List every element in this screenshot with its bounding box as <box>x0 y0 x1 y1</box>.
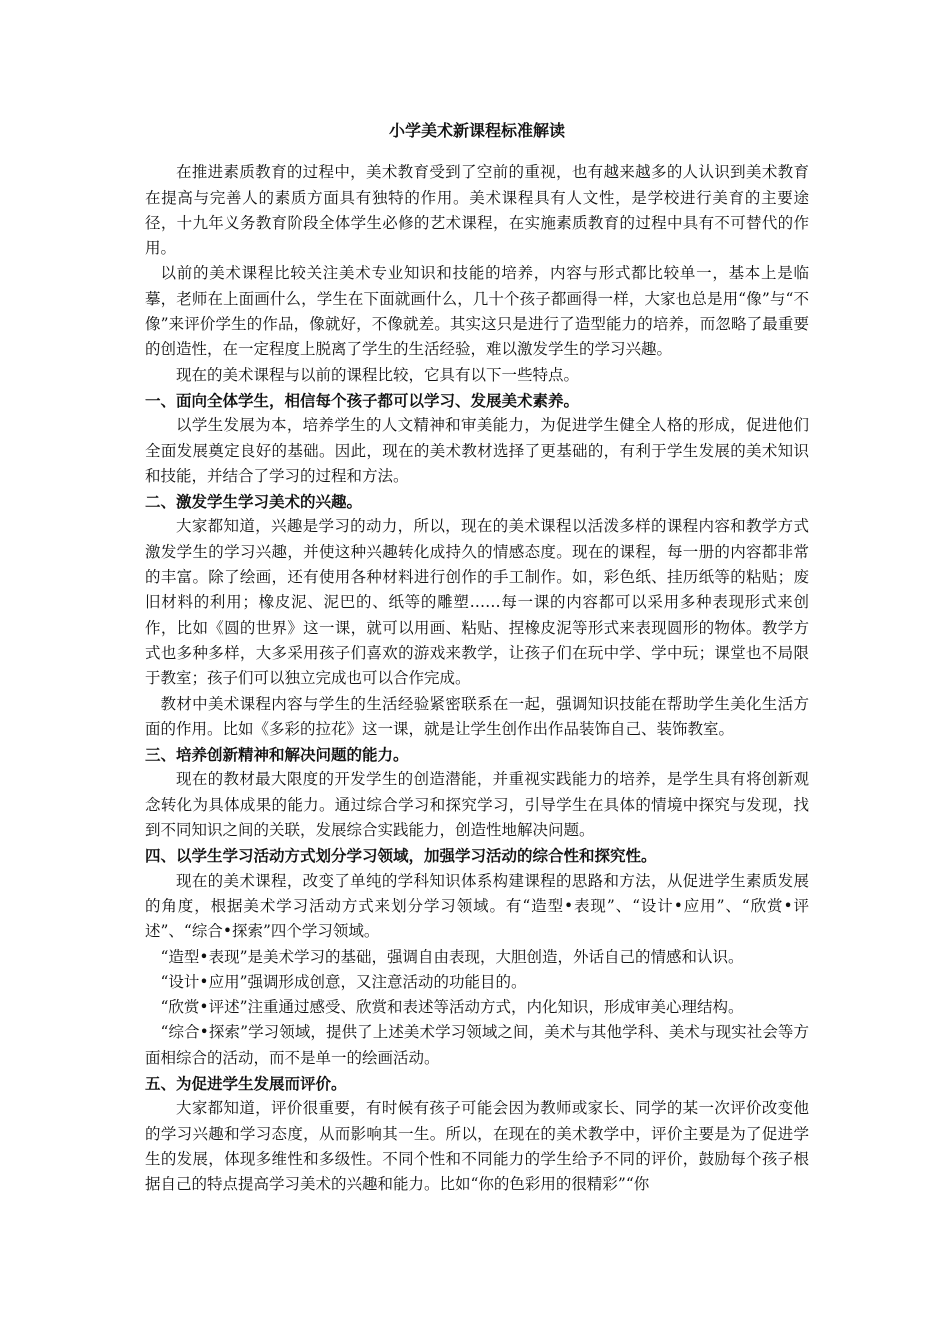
paragraph: “设计•应用”强调形成创意，又注意活动的功能目的。 <box>160 972 527 991</box>
section-heading-4: 四、以学生学习活动方式划分学习领域，加强学习活动的综合性和探究性。 <box>145 846 657 866</box>
section-heading-5: 五、为促进学生发展而评价。 <box>145 1073 347 1093</box>
paragraph-previous-curriculum: 以前的美术课程比较关注美术专业知识和技能的培养，内容与形式都比较单一，基本上是临摹，老师在上面画什么，学生在下面就画什么，几十个孩子都画得一样，大家也总是用“像”与“不像”来评价学生的作品，像就好，不像就差。其实这只是进行了造型能力的培养，而忽略了最重要的创造性，在一定程度上脱离了学生的生活经验，难以激发学生的学习兴趣。 <box>145 264 809 359</box>
section-heading-3: 三、培养创新精神和解决问题的能力。 <box>145 745 409 765</box>
section-heading-2: 二、激发学生学习美术的兴趣。 <box>145 492 363 512</box>
paragraph: 现在的教材最大限度的开发学生的创造潜能，并重视实践能力的培养，是学生具有将创新观念转化为具体成果的能力。通过综合学习和探究学习，引导学生在具体的情境中探究与发现，找到不同知识之间的关联，发展综合实践能力，创造性地解决问题。 <box>145 770 809 840</box>
paragraph: 现在的美术课程，改变了单纯的学科知识体系构建课程的思路和方法，从促进学生素质发展的角度，根据美术学习活动方式来划分学习领域。有“造型•表现”、“设计•应用”、“欣赏•评述”、“综合•探索”四个学习领域。 <box>145 871 809 941</box>
document-title: 小学美术新课程标准解读 <box>388 121 565 140</box>
paragraph: 教材中美术课程内容与学生的生活经验紧密联系在一起，强调知识技能在帮助学生美化生活方面的作用。比如《多彩的拉花》这一课，就是让学生创作出作品装饰自己、装饰教室。 <box>145 694 809 738</box>
paragraph: 大家都知道，评价很重要，有时候有孩子可能会因为教师或家长、同学的某一次评价改变他的学习兴趣和学习态度，从而影响其一生。所以，在现在的美术教学中，评价主要是为了促进学生的发展，体现多维性和多级性。不同个性和不同能力的学生给予不同的评价，鼓励每个孩子根据自己的特点提高学习美术的兴趣和能力。比如“你的色彩用的很精彩”“你 <box>145 1099 809 1194</box>
paragraph: 大家都知道，兴趣是学习的动力，所以，现在的美术课程以活泼多样的课程内容和教学方式激发学生的学习兴趣，并使这种兴趣转化成持久的情感态度。现在的课程，每一册的内容都非常的丰富。除了绘画，还有使用各种材料进行创作的手工制作。如，彩色纸、挂历纸等的粘贴；废旧材料的利用；橡皮泥、泥巴的、纸等的雕塑……每一课的内容都可以采用多种表现形式来创作，比如《圆的世界》这一课，就可以用画、粘贴、捏橡皮泥等形式来表现圆形的物体。教学方式也多种多样，大多采用孩子们喜欢的游戏来教学，让孩子们在玩中学、学中玩；课堂也不局限于教室；孩子们可以独立完成也可以合作完成。 <box>145 517 809 688</box>
paragraph: 以学生发展为本，培养学生的人文精神和审美能力，为促进学生健全人格的形成，促进他们全面发展奠定良好的基础。因此，现在的美术教材选择了更基础的，有利于学生发展的美术知识和技能，并结合了学习的过程和方法。 <box>145 416 809 485</box>
paragraph: “造型•表现”是美术学习的基础，强调自由表现，大胆创造，外话自己的情感和认识。 <box>160 947 744 966</box>
paragraph: “综合•探索”学习领域，提供了上述美术学习领域之间，美术与其他学科、美术与现实社会等方面相综合的活动，而不是单一的绘画活动。 <box>145 1023 809 1067</box>
document-page <box>145 118 809 1197</box>
section-heading-1: 一、面向全体学生，相信每个孩子都可以学习、发展美术素养。 <box>145 390 580 410</box>
paragraph-features-lead: 现在的美术课程与以前的课程比较，它具有以下一些特点。 <box>176 365 580 384</box>
paragraph-intro: 在推进素质教育的过程中，美术教育受到了空前的重视，也有越来越多的人认识到美术教育在提高与完善人的素质方面具有独特的作用。美术课程具有人文性，是学校进行美育的主要途径，十九年义务教育阶段全体学生必修的艺术课程，在实施素质教育的过程中具有不可替代的作用。 <box>145 163 809 258</box>
paragraph: “欣赏•评述”注重通过感受、欣赏和表述等活动方式，内化知识，形成审美心理结构。 <box>160 998 744 1017</box>
